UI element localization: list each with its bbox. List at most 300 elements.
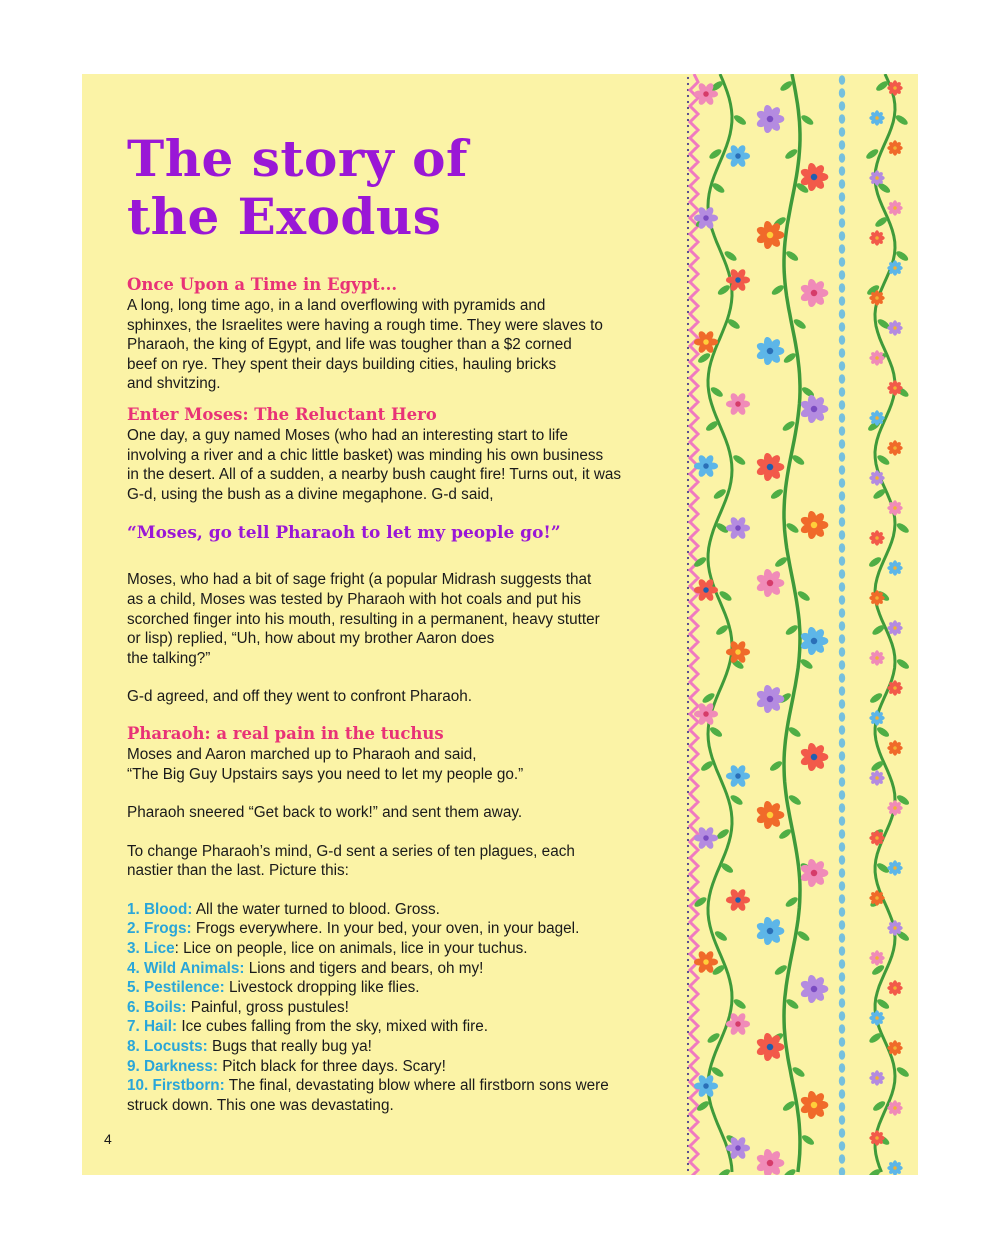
flower-center (893, 806, 897, 810)
blue-dot (839, 894, 845, 904)
plague-label: 10. Firstborn: (127, 1077, 225, 1095)
edge-dot (687, 221, 689, 223)
edge-dot (687, 1013, 689, 1015)
edge-dot (687, 635, 689, 637)
leaf (800, 1133, 815, 1146)
flower (799, 742, 828, 772)
flower (869, 1010, 884, 1025)
edge-dot (687, 1055, 689, 1057)
dotted-edge-line (687, 77, 689, 1171)
edge-dot (687, 797, 689, 799)
flower (869, 950, 884, 965)
flower-center (875, 236, 879, 240)
edge-dot (687, 653, 689, 655)
plague-item (127, 978, 657, 998)
plague-label: 9. Darkness: (127, 1057, 218, 1075)
zigzag-path (690, 74, 698, 1175)
edge-dot (687, 611, 689, 613)
edge-dot (687, 875, 689, 877)
flower (799, 626, 828, 656)
pink-zigzag-ribbon (690, 74, 698, 1175)
edge-dot (687, 413, 689, 415)
flower (869, 1130, 884, 1145)
edge-dot (687, 1103, 689, 1105)
plague-item (127, 1057, 657, 1077)
blue-dot (839, 608, 845, 618)
leaf (774, 555, 789, 568)
edge-dot (687, 647, 689, 649)
plague-text: Ice cubes falling from the sky, mixed with fire. (177, 1018, 489, 1036)
blue-dot (839, 1089, 845, 1099)
flower (755, 336, 784, 366)
edge-dot (687, 1109, 689, 1111)
flower (755, 104, 784, 134)
edge-dot (687, 467, 689, 469)
leaf (716, 1167, 731, 1175)
vine-stem (708, 74, 732, 1172)
blue-dot (839, 972, 845, 982)
text-line: involving a river and a chic little basket) was minding his own business (127, 446, 604, 464)
flower-center (811, 290, 818, 297)
flower (869, 770, 884, 785)
flower (887, 1100, 902, 1115)
blue-dot (839, 322, 845, 332)
edge-dot (687, 539, 689, 541)
edge-dot (687, 365, 689, 367)
text-line: as a child, Moses was tested by Pharaoh with hot coals and put his (127, 590, 582, 608)
blue-dot (839, 764, 845, 774)
leaf (800, 113, 815, 126)
flower (887, 560, 902, 575)
edge-dot (687, 911, 689, 913)
plague-label: 5. Pestilence: (127, 979, 225, 997)
plague-text: : Lice on people, lice on animals, lice in your tuchus. (174, 940, 528, 958)
blue-dot (839, 1102, 845, 1112)
flower (887, 80, 902, 95)
edge-dot (687, 1085, 689, 1087)
blue-dot (839, 517, 845, 527)
flower (887, 260, 902, 275)
flower (887, 380, 902, 395)
paragraph-agreed: G-d agreed, and off they went to confront Pharaoh. (127, 688, 472, 706)
edge-dot (687, 995, 689, 997)
blue-dot (839, 296, 845, 306)
edge-dot (687, 503, 689, 505)
flower-center (735, 649, 741, 655)
blue-dot (839, 829, 845, 839)
blue-dot (839, 1024, 845, 1034)
flower (887, 1160, 902, 1175)
leaf (785, 249, 800, 262)
text-line: the talking?” (127, 649, 211, 667)
flower-center (875, 356, 879, 360)
leaf (785, 521, 800, 534)
edge-dot (687, 869, 689, 871)
flower (755, 1148, 784, 1175)
edge-dot (687, 941, 689, 943)
flower (799, 858, 828, 888)
flower (887, 920, 902, 935)
edge-dot (687, 671, 689, 673)
flower (869, 530, 884, 545)
flower-center (811, 522, 818, 529)
blue-dot (839, 920, 845, 930)
flower (755, 684, 784, 714)
edge-dot (687, 179, 689, 181)
blue-dot (839, 361, 845, 371)
edge-dot (687, 371, 689, 373)
leaf (895, 1065, 910, 1078)
leaf (895, 521, 910, 534)
flower-center (703, 835, 709, 841)
flower-center (893, 206, 897, 210)
blue-dot (839, 686, 845, 696)
flower-center (875, 896, 879, 900)
flower (869, 290, 884, 305)
edge-dot (687, 983, 689, 985)
edge-dot (687, 575, 689, 577)
leaf (785, 997, 800, 1010)
edge-dot (687, 287, 689, 289)
blue-dot (839, 75, 845, 85)
text-line: Moses and Aaron marched up to Pharaoh and said, (127, 745, 477, 763)
plague-text: Frogs everywhere. In your bed, your oven, in your bagel. (191, 920, 580, 938)
edge-dot (687, 407, 689, 409)
edge-dot (687, 395, 689, 397)
floral-border-illustration (680, 74, 918, 1175)
flower (869, 410, 884, 425)
text-line: nastier than the last. Picture this: (127, 862, 349, 880)
edge-dot (687, 881, 689, 883)
edge-dot (687, 695, 689, 697)
edge-dot (687, 449, 689, 451)
page-title (127, 130, 468, 246)
edge-dot (687, 113, 689, 115)
blue-dot (839, 192, 845, 202)
edge-dot (687, 83, 689, 85)
edge-dot (687, 1025, 689, 1027)
flower-center (893, 986, 897, 990)
flower (869, 830, 884, 845)
flower-center (893, 1046, 897, 1050)
edge-dot (687, 593, 689, 595)
heading-egypt: Once Upon a Time in Egypt... (127, 275, 398, 294)
edge-dot (687, 677, 689, 679)
flower (869, 230, 884, 245)
blue-dot (839, 569, 845, 579)
edge-dot (687, 95, 689, 97)
flower (869, 890, 884, 905)
blue-dot (839, 1011, 845, 1021)
flower-center (893, 1106, 897, 1110)
blue-dot (839, 751, 845, 761)
flower (887, 620, 902, 635)
leaf (787, 725, 802, 738)
edge-dot (687, 491, 689, 493)
blue-dot (839, 465, 845, 475)
flower (799, 1090, 828, 1120)
edge-dot (687, 821, 689, 823)
quote-let-my-people-go: “Moses, go tell Pharaoh to let my people go!” (127, 523, 561, 544)
blue-dot (839, 153, 845, 163)
flower (869, 170, 884, 185)
page-number: 4 (104, 1131, 112, 1147)
plague-text: Lions and tigers and bears, oh my! (244, 959, 484, 977)
edge-dot (687, 641, 689, 643)
edge-dot (687, 851, 689, 853)
flower (755, 568, 784, 598)
blue-dot (839, 998, 845, 1008)
flower (887, 680, 902, 695)
flower-center (767, 1044, 774, 1051)
leaf (876, 997, 891, 1010)
flower-center (875, 536, 879, 540)
edge-dot (687, 443, 689, 445)
leaf (732, 453, 747, 466)
leaf (799, 657, 814, 670)
flower (869, 710, 884, 725)
flower (694, 826, 718, 850)
plague-item (127, 919, 657, 939)
flower-center (767, 696, 774, 703)
plague-item (127, 959, 657, 979)
flower (869, 650, 884, 665)
edge-dot (687, 929, 689, 931)
flower (869, 110, 884, 125)
edge-dot (687, 1157, 689, 1159)
edge-dot (687, 101, 689, 103)
flower-center (735, 401, 741, 407)
edge-dot (687, 1151, 689, 1153)
blue-dot (839, 738, 845, 748)
blue-dot (839, 881, 845, 891)
flower-center (735, 897, 741, 903)
story-text (127, 274, 657, 1115)
edge-dot (687, 977, 689, 979)
blue-dot (839, 88, 845, 98)
blue-dot (839, 1128, 845, 1138)
flower-center (735, 773, 741, 779)
blue-dot (839, 400, 845, 410)
paragraph-pharaoh (127, 745, 657, 784)
blue-dot (839, 270, 845, 280)
flower-center (703, 91, 709, 97)
blue-dot (839, 478, 845, 488)
flower-center (811, 638, 818, 645)
edge-dot (687, 755, 689, 757)
blue-dot (839, 816, 845, 826)
edge-dot (687, 431, 689, 433)
edge-dot (687, 317, 689, 319)
blue-dot (839, 114, 845, 124)
leaf (876, 453, 891, 466)
plague-label: 2. Frogs: (127, 920, 192, 938)
flower-center (735, 1021, 741, 1027)
edge-dot (687, 1139, 689, 1141)
flower-center (811, 1102, 818, 1109)
edge-dot (687, 437, 689, 439)
blue-dot (839, 582, 845, 592)
flower-center (735, 153, 741, 159)
blue-dot (839, 283, 845, 293)
blue-dot (839, 946, 845, 956)
edge-dot (687, 1061, 689, 1063)
leaf (708, 725, 723, 738)
flower-center (875, 656, 879, 660)
flower-center (893, 86, 897, 90)
flower (887, 140, 902, 155)
paragraph-stage-fright (127, 570, 657, 668)
flower (799, 394, 828, 424)
blue-dot (839, 1167, 845, 1175)
edge-dot (687, 689, 689, 691)
edge-dot (687, 737, 689, 739)
text-line: Moses, who had a bit of sage fright (a popular Midrash suggests that (127, 571, 592, 589)
edge-dot (687, 527, 689, 529)
blue-dot (839, 439, 845, 449)
edge-dot (687, 749, 689, 751)
edge-dot (687, 161, 689, 163)
flower-center (735, 1145, 741, 1151)
flower-center (893, 1166, 897, 1170)
plague-text: Painful, gross pustules! (186, 998, 349, 1016)
blue-dot (839, 868, 845, 878)
edge-dot (687, 323, 689, 325)
edge-dot (687, 557, 689, 559)
edge-dot (687, 959, 689, 961)
flower-center (811, 986, 818, 993)
flower (694, 454, 718, 478)
edge-dot (687, 1079, 689, 1081)
edge-dot (687, 131, 689, 133)
flower-center (893, 746, 897, 750)
edge-dot (687, 485, 689, 487)
leaf (732, 997, 747, 1010)
blue-dot (839, 712, 845, 722)
blue-dot (839, 530, 845, 540)
flower-center (767, 928, 774, 935)
flower-center (703, 215, 709, 221)
flower-center (703, 711, 709, 717)
flower-center (875, 596, 879, 600)
edge-dot (687, 779, 689, 781)
blue-dot (839, 387, 845, 397)
plague-item (127, 900, 657, 920)
flower (726, 888, 750, 912)
text-line: and shvitzing. (127, 375, 221, 393)
leaf (895, 657, 910, 670)
blue-dot (839, 452, 845, 462)
leaf (773, 963, 788, 976)
flower (887, 500, 902, 515)
leaf (782, 1167, 797, 1175)
plague-label: 4. Wild Animals: (127, 959, 245, 977)
edge-dot (687, 1091, 689, 1093)
flower (694, 578, 718, 602)
flower (726, 516, 750, 540)
blue-dot (839, 335, 845, 345)
edge-dot (687, 107, 689, 109)
edge-dot (687, 209, 689, 211)
flower-center (893, 866, 897, 870)
edge-dot (687, 1073, 689, 1075)
text-line: or lisp) replied, “Uh, how about my brother Aaron does (127, 630, 495, 648)
edge-dot (687, 1007, 689, 1009)
flower-center (767, 580, 774, 587)
blue-dot (839, 660, 845, 670)
leaf (768, 759, 783, 772)
blue-dot (839, 309, 845, 319)
edge-dot (687, 215, 689, 217)
flower-center (875, 416, 879, 420)
blue-dot (839, 647, 845, 657)
flower (799, 278, 828, 308)
paragraph-moses (127, 426, 657, 504)
blue-dot (839, 725, 845, 735)
edge-dot (687, 623, 689, 625)
leaf (796, 929, 811, 942)
plague-item (127, 1076, 657, 1115)
plague-list (127, 900, 657, 1116)
flower-center (811, 754, 818, 761)
flower (726, 144, 750, 168)
flower-center (893, 506, 897, 510)
blue-dot (839, 933, 845, 943)
edge-dot (687, 785, 689, 787)
edge-dot (687, 899, 689, 901)
edge-dot (687, 827, 689, 829)
flower-center (767, 232, 774, 239)
flower-center (893, 686, 897, 690)
flower (869, 1070, 884, 1085)
plague-item (127, 939, 657, 959)
plague-item (127, 1037, 657, 1057)
flower-center (875, 476, 879, 480)
edge-dot (687, 155, 689, 157)
flower (887, 740, 902, 755)
edge-dot (687, 887, 689, 889)
edge-dot (687, 401, 689, 403)
plague-item (127, 1017, 657, 1037)
edge-dot (687, 347, 689, 349)
edge-dot (687, 533, 689, 535)
blue-dot (839, 374, 845, 384)
paragraph-egypt (127, 296, 657, 394)
edge-dot (687, 683, 689, 685)
blue-dot (839, 790, 845, 800)
edge-dot (687, 923, 689, 925)
leaf (732, 113, 747, 126)
flower-center (893, 446, 897, 450)
edge-dot (687, 917, 689, 919)
edge-dot (687, 947, 689, 949)
flower (755, 916, 784, 946)
edge-dot (687, 743, 689, 745)
edge-dot (687, 245, 689, 247)
leaf (787, 793, 802, 806)
edge-dot (687, 815, 689, 817)
edge-dot (687, 341, 689, 343)
flower-center (767, 464, 774, 471)
blue-dot (839, 179, 845, 189)
title-line-1: The story of (127, 129, 469, 188)
leaf (791, 1065, 806, 1078)
blue-dot (839, 413, 845, 423)
leaf (709, 385, 724, 398)
edge-dot (687, 239, 689, 241)
flower (694, 1074, 718, 1098)
blue-dot (839, 777, 845, 787)
